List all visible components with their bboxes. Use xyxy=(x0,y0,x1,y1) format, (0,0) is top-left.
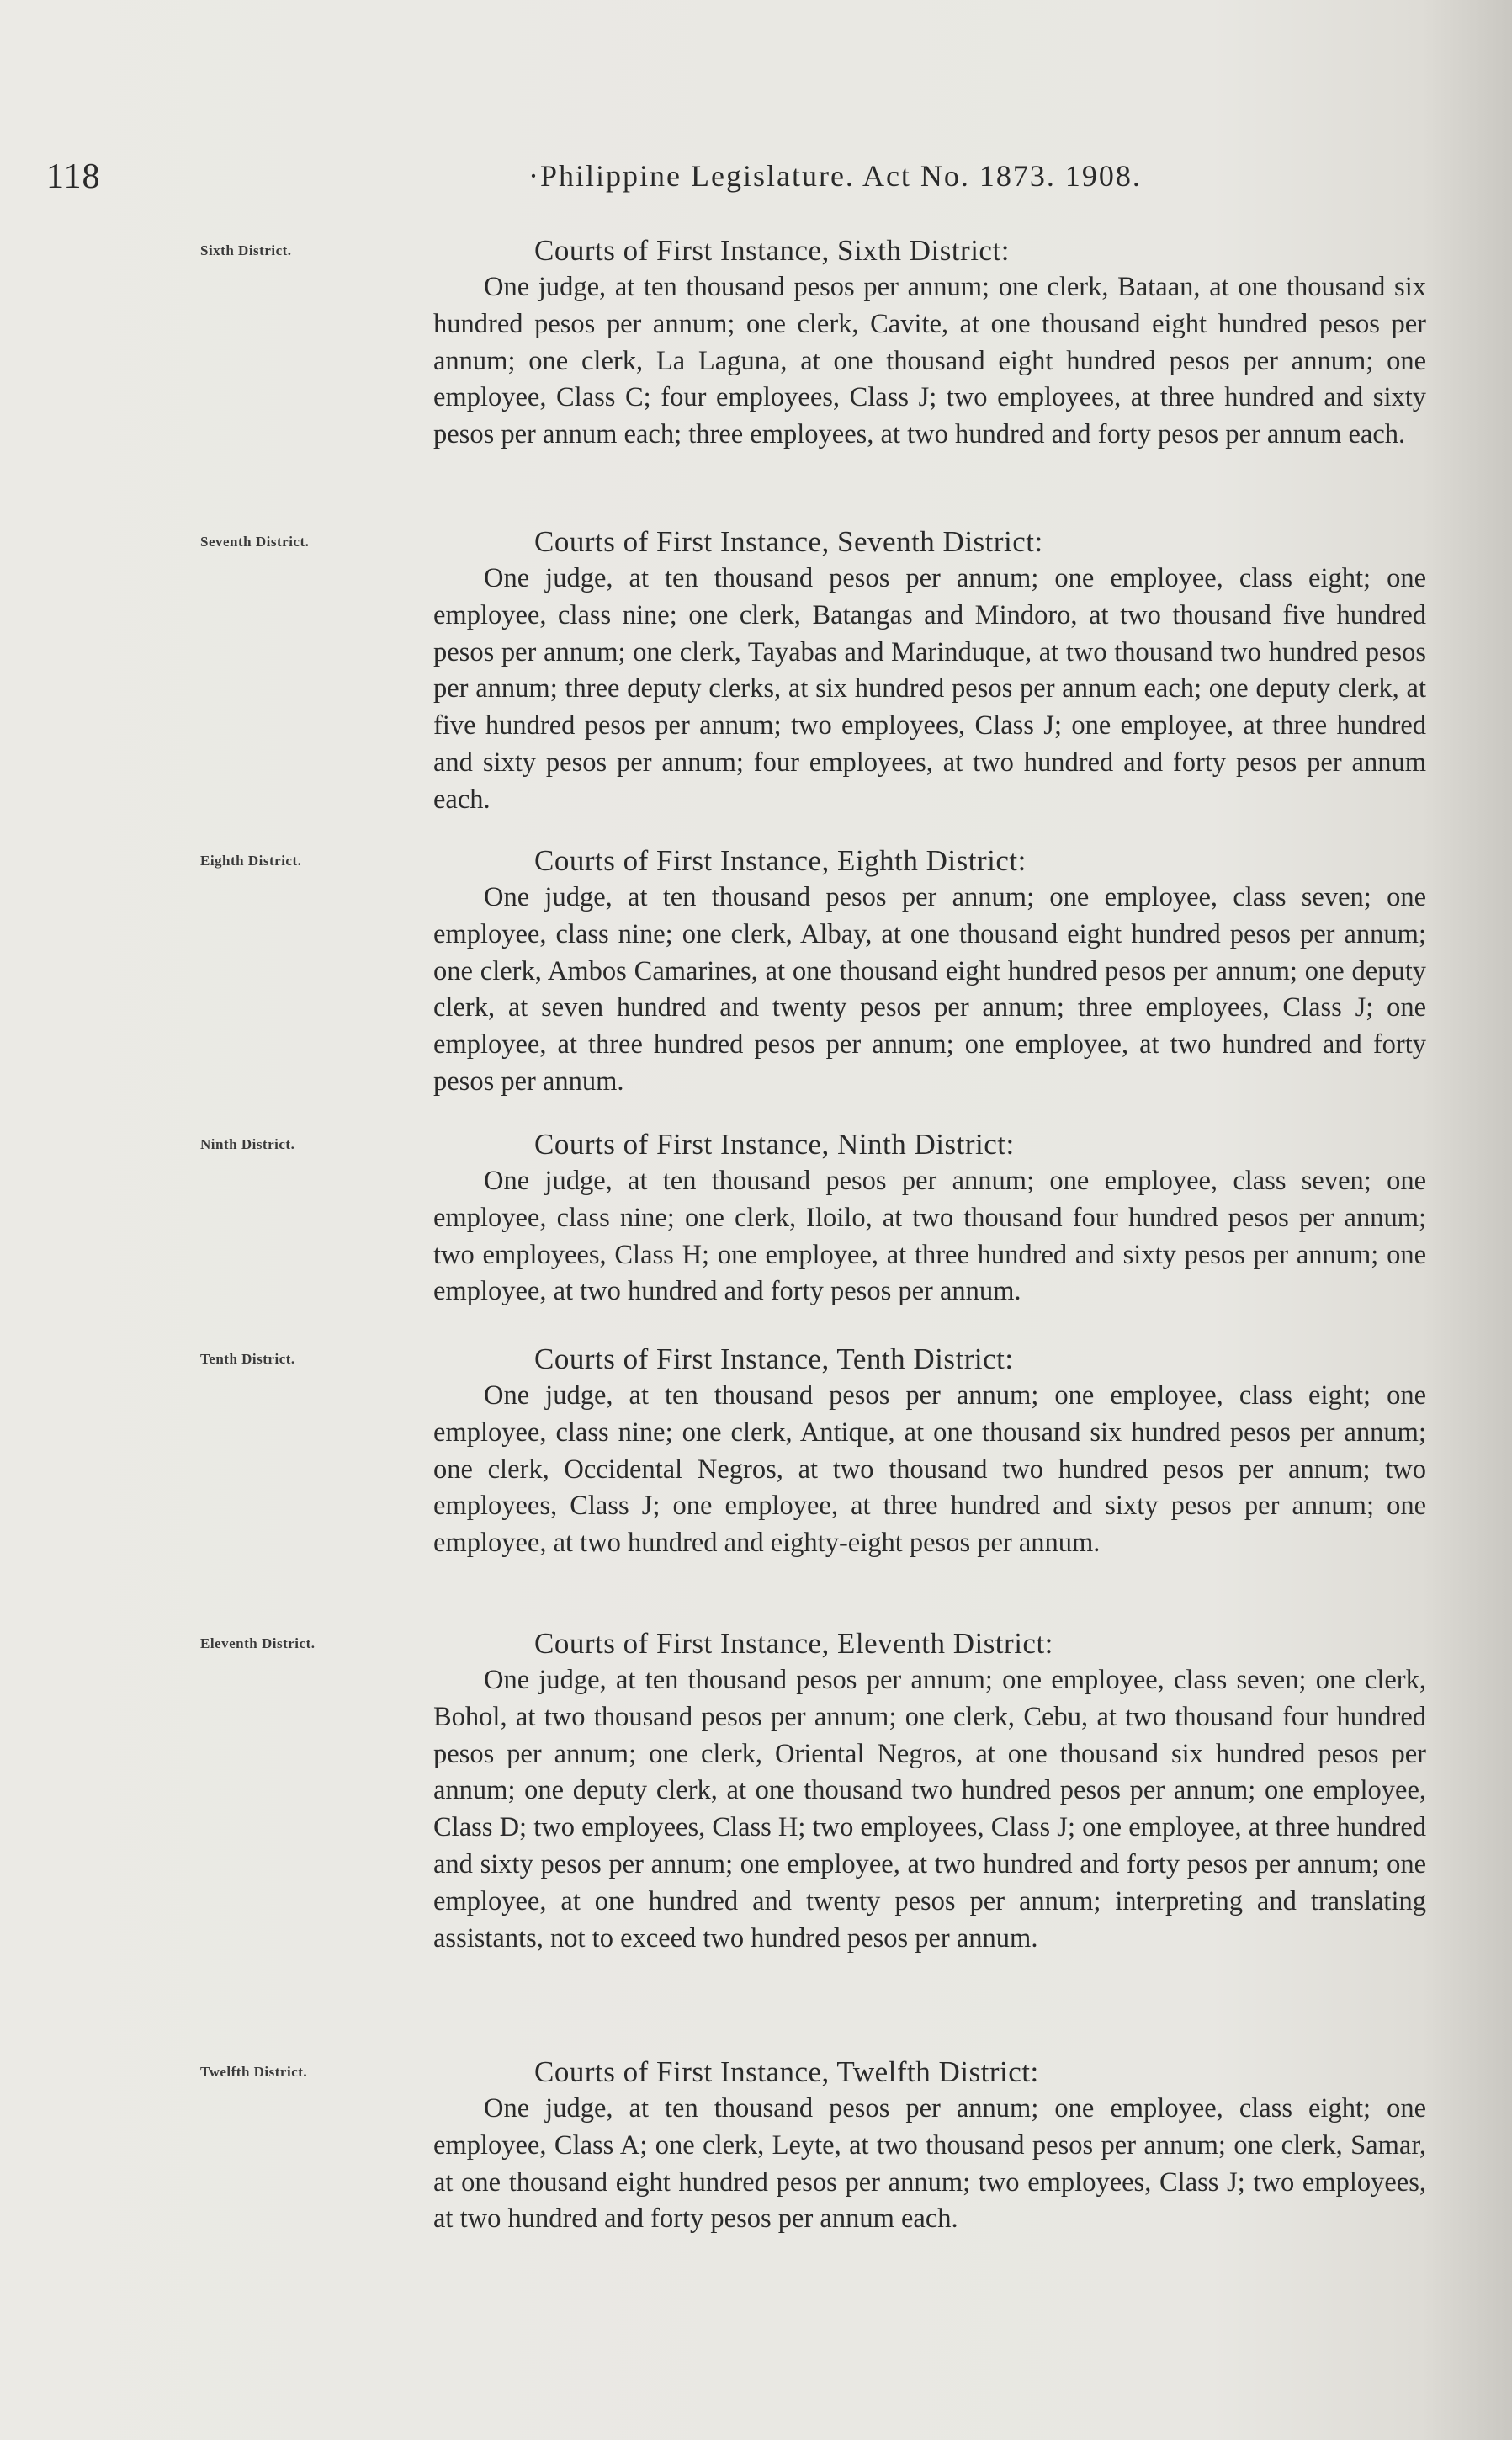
section-heading: Courts of First Instance, Ninth District: xyxy=(534,1128,1015,1161)
margin-note-sixth-district: Sixth District. xyxy=(200,242,292,258)
section-body: One judge, at ten thousand pesos per annum; one clerk, Bataan, at one thousand six hundred pesos per annum; one clerk, Cavite, at one thousand eight hundred pesos per annum; one clerk, La Laguna, at one thousand eight hundred pesos per annum; one employee, Class C; four employees, Class J; two employees, at three hundred and sixty pesos per annum each; three employees, at two hundred and forty pesos per annum each. xyxy=(433,272,1426,450)
section-body: One judge, at ten thousand pesos per annum; one employee, class eight; one employee, Class A; one clerk, Leyte, at two thousand pesos per annum; one clerk, Samar, at one thousand eight hundred pesos per annum; two employees, Class J; two employees, at two hundred and forty pesos per annum each. xyxy=(433,2093,1426,2235)
section-ninth-district xyxy=(433,1126,1426,1310)
section-heading: Courts of First Instance, Twelfth District: xyxy=(534,2055,1039,2088)
running-head: ·Philippine Legislature. Act No. 1873. 1908. xyxy=(528,159,1142,193)
section-body: One judge, at ten thousand pesos per annum; one employee, class eight; one employee, class nine; one clerk, Batangas and Mindoro, at two thousand five hundred pesos per annum; one clerk, Tayabas and Marinduque, at two thousand two hundred pesos per annum; three deputy clerks, at six hundred pesos per annum each; one deputy clerk, at five hundred pesos per annum; two employees, Class J; one employee, at three hundred and sixty pesos per annum; four employees, at two hundred and forty pesos per annum each. xyxy=(433,563,1426,815)
margin-note-ninth-district: Ninth District. xyxy=(200,1136,295,1152)
margin-note-eleventh-district: Eleventh District. xyxy=(200,1635,316,1651)
section-body: One judge, at ten thousand pesos per annum; one employee, class eight; one employee, class nine; one clerk, Antique, at one thousand six hundred pesos per annum; one clerk, Occidental Negros, at two thousand two hundred pesos per annum; two employees, Class J; one employee, at three hundred and sixty pesos per annum; one employee, at two hundred and eighty-eight pesos per annum. xyxy=(433,1380,1426,1559)
section-heading: Courts of First Instance, Seventh District: xyxy=(534,525,1043,558)
section-seventh-district xyxy=(433,524,1426,819)
section-eleventh-district xyxy=(433,1625,1426,1957)
section-heading: Courts of First Instance, Eleventh District: xyxy=(534,1627,1053,1660)
section-eighth-district xyxy=(433,843,1426,1101)
margin-note-twelfth-district: Twelfth District. xyxy=(200,2064,308,2080)
section-sixth-district xyxy=(433,232,1426,454)
margin-note-tenth-district: Tenth District. xyxy=(200,1351,295,1367)
margin-note-eighth-district: Eighth District. xyxy=(200,853,302,869)
section-body: One judge, at ten thousand pesos per annum; one employee, class seven; one employee, class nine; one clerk, Iloilo, at two thousand four hundred pesos per annum; two employees, Class H; one employee, at three hundred and sixty pesos per annum; one employee, at two hundred and forty pesos per annum. xyxy=(433,1166,1426,1307)
section-heading: Courts of First Instance, Eighth District: xyxy=(534,844,1027,877)
section-tenth-district xyxy=(433,1341,1426,1562)
margin-note-seventh-district: Seventh District. xyxy=(200,534,310,550)
section-body: One judge, at ten thousand pesos per annum; one employee, class seven; one employee, class nine; one clerk, Albay, at one thousand eight hundred pesos per annum; one clerk, Ambos Camarines, at one thousand eight hundred pesos per annum; one deputy clerk, at seven hundred and twenty pesos per annum; three employees, Class J; one employee, at three hundred pesos per annum; one employee, at two hundred and forty pesos per annum. xyxy=(433,882,1426,1097)
section-heading: Courts of First Instance, Tenth District: xyxy=(534,1342,1014,1375)
page-number: 118 xyxy=(46,157,101,196)
section-heading: Courts of First Instance, Sixth District: xyxy=(534,234,1010,267)
page-header xyxy=(0,157,1512,207)
section-twelfth-district xyxy=(433,2054,1426,2238)
section-body: One judge, at ten thousand pesos per annum; one employee, class seven; one clerk, Bohol, at two thousand pesos per annum; one clerk, Cebu, at two thousand four hundred pesos per annum; one clerk, Oriental Negros, at one thousand six hundred pesos per annum; one deputy clerk, at one thousand two hundred pesos per annum; one employee, Class D; two employees, Class H; two employees, Class J; one employee, at three hundred and sixty pesos per annum; one employee, at two hundred and forty pesos per annum; one employee, at one hundred and twenty pesos per annum; interpreting and translating assistants, not to exceed two hundred pesos per annum. xyxy=(433,1665,1426,1954)
